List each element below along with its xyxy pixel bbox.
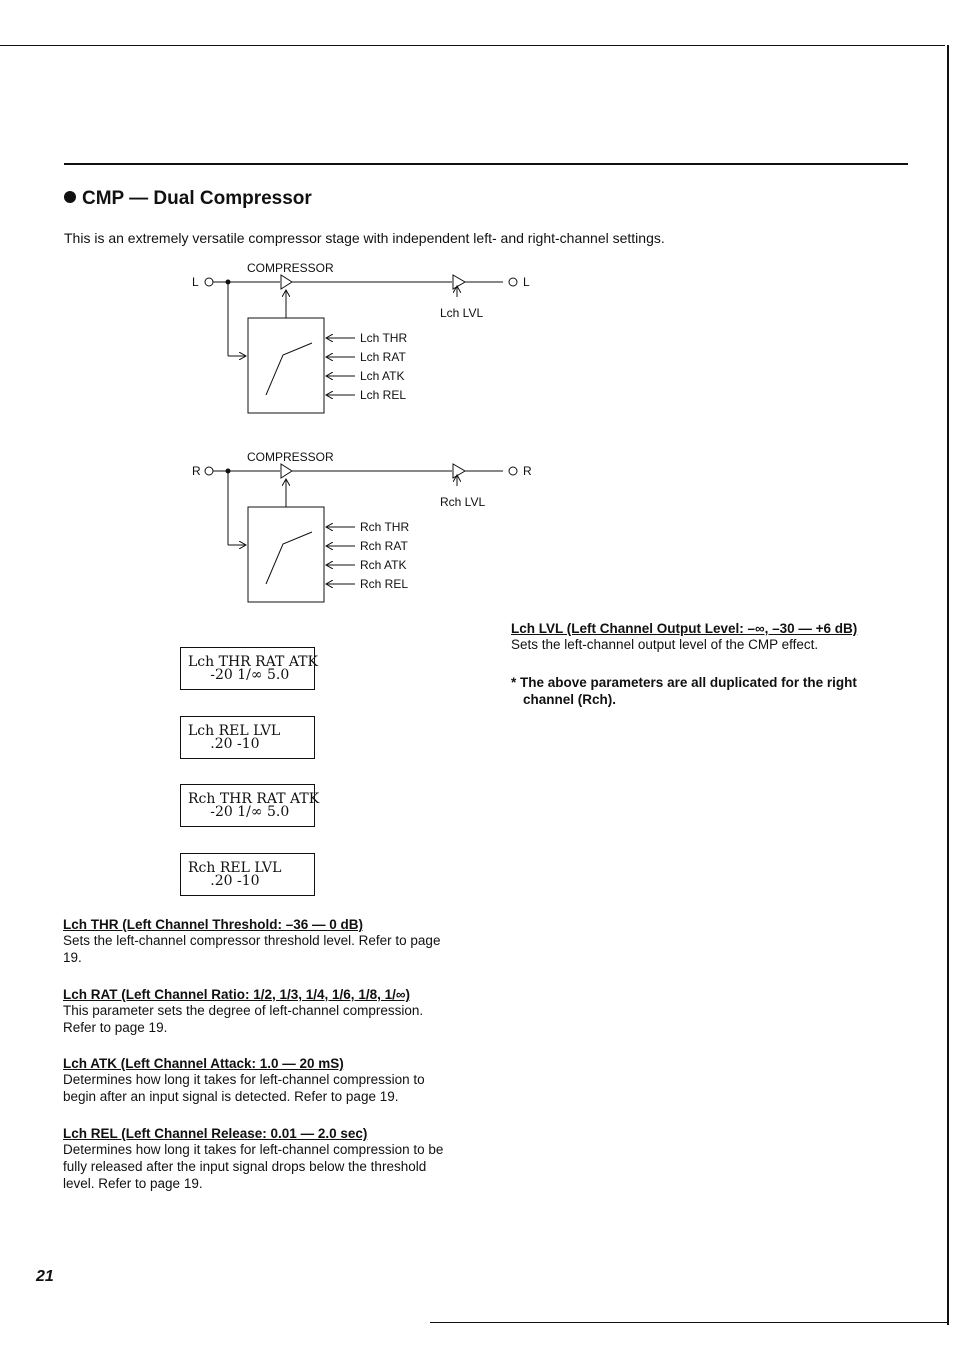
lcd-line-2: .20 -10 (188, 873, 260, 889)
left-param-rat: Lch RAT (360, 350, 406, 364)
bottom-rule (430, 1322, 948, 1323)
lcd-line-1: Lch REL LVL (188, 723, 281, 739)
param-section-lch-rel (63, 1126, 463, 1192)
duplication-note: * The above parameters are all duplicated for the right channel (Rch). (511, 675, 857, 707)
param-title: Lch REL (Left Channel Release: 0.01 — 2.0 sec) (63, 1126, 368, 1141)
left-input-label: L (192, 275, 199, 289)
left-compressor-curve-box (248, 318, 324, 413)
right-input-label: R (192, 464, 201, 478)
lcd-display-rch-rel-lvl (180, 853, 315, 896)
right-param-rel: Rch REL (360, 577, 409, 591)
lcd-line-1: Lch THR RAT ATK (188, 654, 318, 670)
left-param-rel: Lch REL (360, 388, 407, 402)
right-input-jack (205, 467, 213, 475)
compressor-block-diagram (180, 255, 560, 610)
right-edge-rule (947, 45, 949, 1325)
left-channel-diagram (192, 261, 530, 413)
lcd-line-1: Rch REL LVL (188, 860, 282, 876)
lcd-line-2: -20 1/∞ 5.0 (188, 667, 290, 683)
right-level-label: Rch LVL (440, 495, 486, 509)
right-compressor-curve-box (248, 507, 324, 602)
right-output-label: R (523, 464, 532, 478)
top-rule (0, 45, 945, 46)
param-description: Determines how long it takes for left-channel compression to begin after an input signal is detected. Refer to page 19. (63, 1072, 425, 1104)
lcd-line-2: .20 -10 (188, 736, 260, 752)
param-description: Sets the left-channel output level of the CMP effect. (511, 637, 819, 652)
right-level-amp-icon (453, 464, 465, 478)
lcd-line-1: Rch THR RAT ATK (188, 791, 320, 807)
page-number: 21 (36, 1268, 54, 1285)
lcd-display-lch-rel-lvl (180, 716, 315, 759)
section-rule (64, 163, 908, 165)
right-param-thr: Rch THR (360, 520, 410, 534)
left-output-jack (509, 278, 517, 286)
bullet-icon (64, 191, 76, 203)
left-compressor-amp-icon (281, 275, 292, 289)
page-heading: CMP — Dual Compressor (64, 188, 312, 210)
param-title: Lch THR (Left Channel Threshold: –36 — 0 dB) (63, 917, 364, 932)
param-title: Lch LVL (Left Channel Output Level: –∞, –30 — +6 dB) (511, 621, 858, 636)
param-section-lch-rat (63, 987, 463, 1036)
left-output-label: L (523, 275, 530, 289)
left-level-label: Lch LVL (440, 306, 484, 320)
param-section-lch-atk (63, 1056, 463, 1105)
right-compressor-amp-icon (281, 464, 292, 478)
left-compressor-label: COMPRESSOR (247, 261, 334, 275)
param-section-lch-lvl (511, 621, 911, 653)
left-param-thr: Lch THR (360, 331, 408, 345)
param-title: Lch RAT (Left Channel Ratio: 1/2, 1/3, 1/4, 1/6, 1/8, 1/∞) (63, 987, 410, 1002)
param-description: Determines how long it takes for left-channel compression to be fully released after the input signal drops below the threshold level. Refer to page 19. (63, 1142, 444, 1191)
left-level-amp-icon (453, 275, 465, 289)
intro-text: This is an extremely versatile compressor stage with independent left- and right-channel settings. (64, 230, 665, 246)
right-output-jack (509, 467, 517, 475)
right-param-rat: Rch RAT (360, 539, 408, 553)
param-section-lch-thr (63, 917, 463, 966)
right-channel-diagram (192, 450, 532, 602)
lcd-display-lch-thr-rat-atk (180, 647, 318, 690)
param-title: Lch ATK (Left Channel Attack: 1.0 — 20 mS) (63, 1056, 344, 1071)
lcd-line-2: -20 1/∞ 5.0 (188, 804, 290, 820)
param-description: This parameter sets the degree of left-channel compression. Refer to page 19. (63, 1003, 424, 1035)
right-param-atk: Rch ATK (360, 558, 407, 572)
lcd-display-rch-thr-rat-atk (180, 784, 320, 827)
param-description: Sets the left-channel compressor threshold level. Refer to page 19. (63, 933, 441, 965)
right-compressor-label: COMPRESSOR (247, 450, 334, 464)
left-input-jack (205, 278, 213, 286)
left-param-atk: Lch ATK (360, 369, 405, 383)
